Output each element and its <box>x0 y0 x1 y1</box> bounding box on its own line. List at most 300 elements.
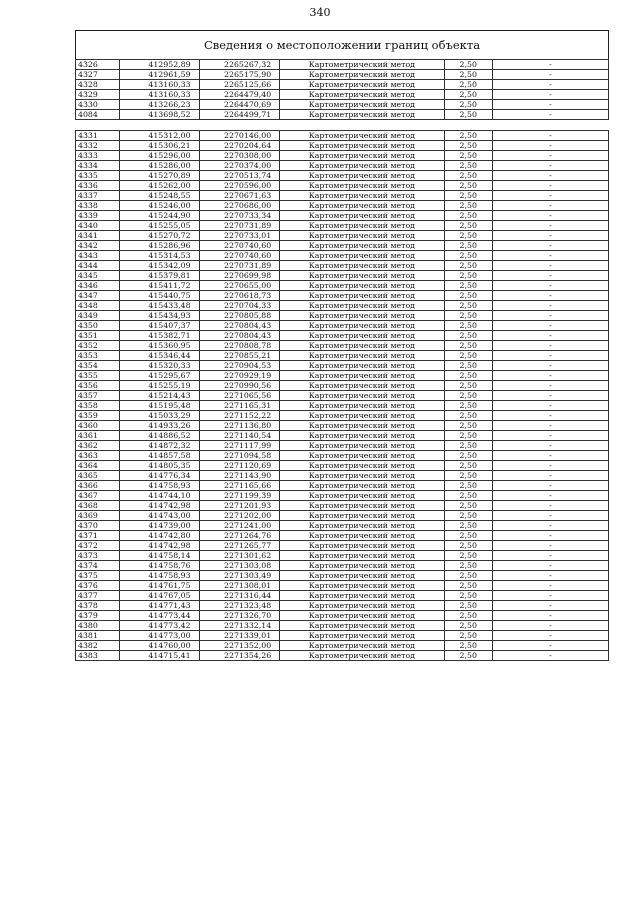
table-row <box>76 371 609 381</box>
accuracy-cell: 2,50 <box>444 501 492 511</box>
x-coordinate-cell: 415433,48 <box>120 301 200 311</box>
point-number-cell: 4365 <box>76 471 120 481</box>
point-number-cell: 4347 <box>76 291 120 301</box>
x-coordinate-cell: 414758,14 <box>120 551 200 561</box>
method-cell: Картометрический метод <box>280 341 444 351</box>
accuracy-cell: 2,50 <box>444 431 492 441</box>
method-cell: Картометрический метод <box>280 421 444 431</box>
description-cell: - <box>492 321 608 331</box>
point-number-cell: 4346 <box>76 281 120 291</box>
table-row <box>76 291 609 301</box>
y-coordinate-cell: 2271303,49 <box>199 571 280 581</box>
y-coordinate-cell: 2271339,01 <box>199 631 280 641</box>
accuracy-cell: 2,50 <box>444 531 492 541</box>
accuracy-cell: 2,50 <box>444 100 492 110</box>
point-number-cell: 4378 <box>76 601 120 611</box>
method-cell: Картометрический метод <box>280 110 444 120</box>
table-row <box>76 321 609 331</box>
point-number-cell: 4373 <box>76 551 120 561</box>
description-cell: - <box>492 291 608 301</box>
point-number-cell: 4351 <box>76 331 120 341</box>
description-cell: - <box>492 171 608 181</box>
y-coordinate-cell: 2271140,54 <box>199 431 280 441</box>
table-row <box>76 481 609 491</box>
point-number-cell: 4360 <box>76 421 120 431</box>
y-coordinate-cell: 2270686,00 <box>199 201 280 211</box>
point-number-cell: 4353 <box>76 351 120 361</box>
point-number-cell: 4337 <box>76 191 120 201</box>
accuracy-cell: 2,50 <box>444 241 492 251</box>
description-cell: - <box>492 161 608 171</box>
method-cell: Картометрический метод <box>280 60 444 70</box>
description-cell: - <box>492 100 608 110</box>
point-number-cell: 4327 <box>76 70 120 80</box>
description-cell: - <box>492 261 608 271</box>
description-cell: - <box>492 491 608 501</box>
x-coordinate-cell: 414742,98 <box>120 541 200 551</box>
accuracy-cell: 2,50 <box>444 391 492 401</box>
accuracy-cell: 2,50 <box>444 341 492 351</box>
y-coordinate-cell: 2271136,80 <box>199 421 280 431</box>
method-cell: Картометрический метод <box>280 90 444 100</box>
method-cell: Картометрический метод <box>280 501 444 511</box>
point-number-cell: 4377 <box>76 591 120 601</box>
point-number-cell: 4382 <box>76 641 120 651</box>
description-cell: - <box>492 421 608 431</box>
point-number-cell: 4338 <box>76 201 120 211</box>
description-cell: - <box>492 451 608 461</box>
description-cell: - <box>492 531 608 541</box>
y-coordinate-cell: 2265125,66 <box>199 80 280 90</box>
method-cell: Картометрический метод <box>280 281 444 291</box>
y-coordinate-cell: 2270513,74 <box>199 171 280 181</box>
method-cell: Картометрический метод <box>280 471 444 481</box>
table-row <box>76 511 609 521</box>
table-row <box>76 631 609 641</box>
description-cell: - <box>492 571 608 581</box>
table-row <box>76 100 609 110</box>
point-number-cell: 4381 <box>76 631 120 641</box>
y-coordinate-cell: 2270804,43 <box>199 321 280 331</box>
x-coordinate-cell: 415295,67 <box>120 371 200 381</box>
y-coordinate-cell: 2271241,00 <box>199 521 280 531</box>
point-number-cell: 4332 <box>76 141 120 151</box>
description-cell: - <box>492 301 608 311</box>
description-cell: - <box>492 371 608 381</box>
method-cell: Картометрический метод <box>280 291 444 301</box>
table-row <box>76 301 609 311</box>
point-number-cell: 4370 <box>76 521 120 531</box>
description-cell: - <box>492 311 608 321</box>
method-cell: Картометрический метод <box>280 191 444 201</box>
method-cell: Картометрический метод <box>280 651 444 661</box>
accuracy-cell: 2,50 <box>444 381 492 391</box>
y-coordinate-cell: 2271316,44 <box>199 591 280 601</box>
description-cell: - <box>492 191 608 201</box>
description-cell: - <box>492 141 608 151</box>
table-row <box>76 90 609 100</box>
point-number-cell: 4335 <box>76 171 120 181</box>
table-row <box>76 261 609 271</box>
x-coordinate-cell: 415214,43 <box>120 391 200 401</box>
table-row <box>76 151 609 161</box>
y-coordinate-cell: 2270855,21 <box>199 351 280 361</box>
table-row <box>76 561 609 571</box>
table-row <box>76 161 609 171</box>
accuracy-cell: 2,50 <box>444 371 492 381</box>
method-cell: Картометрический метод <box>280 371 444 381</box>
accuracy-cell: 2,50 <box>444 271 492 281</box>
table-row <box>76 141 609 151</box>
point-number-cell: 4371 <box>76 531 120 541</box>
method-cell: Картометрический метод <box>280 211 444 221</box>
method-cell: Картометрический метод <box>280 271 444 281</box>
accuracy-cell: 2,50 <box>444 591 492 601</box>
x-coordinate-cell: 414872,32 <box>120 441 200 451</box>
description-cell: - <box>492 611 608 621</box>
y-coordinate-cell: 2271352,00 <box>199 641 280 651</box>
point-number-cell: 4367 <box>76 491 120 501</box>
accuracy-cell: 2,50 <box>444 481 492 491</box>
table-row <box>76 351 609 361</box>
accuracy-cell: 2,50 <box>444 181 492 191</box>
y-coordinate-cell: 2271264,76 <box>199 531 280 541</box>
x-coordinate-cell: 415440,75 <box>120 291 200 301</box>
table-row <box>76 471 609 481</box>
table-row <box>76 231 609 241</box>
x-coordinate-cell: 415320,33 <box>120 361 200 371</box>
accuracy-cell: 2,50 <box>444 611 492 621</box>
method-cell: Картометрический метод <box>280 80 444 90</box>
x-coordinate-cell: 414773,44 <box>120 611 200 621</box>
method-cell: Картометрический метод <box>280 551 444 561</box>
method-cell: Картометрический метод <box>280 241 444 251</box>
description-cell: - <box>492 361 608 371</box>
method-cell: Картометрический метод <box>280 181 444 191</box>
accuracy-cell: 2,50 <box>444 201 492 211</box>
point-number-cell: 4334 <box>76 161 120 171</box>
method-cell: Картометрический метод <box>280 201 444 211</box>
point-number-cell: 4376 <box>76 581 120 591</box>
y-coordinate-cell: 2270146,00 <box>199 131 280 141</box>
table-row <box>76 601 609 611</box>
x-coordinate-cell: 415286,00 <box>120 161 200 171</box>
description-cell: - <box>492 561 608 571</box>
table-row <box>76 411 609 421</box>
y-coordinate-cell: 2270618,73 <box>199 291 280 301</box>
method-cell: Картометрический метод <box>280 311 444 321</box>
x-coordinate-cell: 413160,33 <box>120 80 200 90</box>
table-row <box>76 541 609 551</box>
y-coordinate-cell: 2270733,01 <box>199 231 280 241</box>
x-coordinate-cell: 415411,72 <box>120 281 200 291</box>
table-row <box>76 581 609 591</box>
method-cell: Картометрический метод <box>280 70 444 80</box>
x-coordinate-cell: 414742,80 <box>120 531 200 541</box>
description-cell: - <box>492 621 608 631</box>
method-cell: Картометрический метод <box>280 100 444 110</box>
method-cell: Картометрический метод <box>280 151 444 161</box>
table-row <box>76 171 609 181</box>
x-coordinate-cell: 415033,29 <box>120 411 200 421</box>
x-coordinate-cell: 413698,52 <box>120 110 200 120</box>
point-number-cell: 4344 <box>76 261 120 271</box>
description-cell: - <box>492 641 608 651</box>
x-coordinate-cell: 415379,81 <box>120 271 200 281</box>
description-cell: - <box>492 461 608 471</box>
description-cell: - <box>492 221 608 231</box>
y-coordinate-cell: 2271303,08 <box>199 561 280 571</box>
method-cell: Картометрический метод <box>280 531 444 541</box>
table-row <box>76 211 609 221</box>
accuracy-cell: 2,50 <box>444 211 492 221</box>
y-coordinate-cell: 2270655,00 <box>199 281 280 291</box>
description-cell: - <box>492 351 608 361</box>
method-cell: Картометрический метод <box>280 441 444 451</box>
x-coordinate-cell: 414773,00 <box>120 631 200 641</box>
y-coordinate-cell: 2270804,43 <box>199 331 280 341</box>
y-coordinate-cell: 2270374,00 <box>199 161 280 171</box>
point-number-cell: 4349 <box>76 311 120 321</box>
table-row <box>76 221 609 231</box>
description-cell: - <box>492 401 608 411</box>
table-row <box>76 110 609 120</box>
table-row <box>76 651 609 661</box>
x-coordinate-cell: 414805,35 <box>120 461 200 471</box>
table-row <box>76 251 609 261</box>
description-cell: - <box>492 391 608 401</box>
y-coordinate-cell: 2270740,60 <box>199 251 280 261</box>
method-cell: Картометрический метод <box>280 451 444 461</box>
point-number-cell: 4084 <box>76 110 120 120</box>
method-cell: Картометрический метод <box>280 521 444 531</box>
y-coordinate-cell: 2264499,71 <box>199 110 280 120</box>
y-coordinate-cell: 2271143,90 <box>199 471 280 481</box>
accuracy-cell: 2,50 <box>444 331 492 341</box>
point-number-cell: 4356 <box>76 381 120 391</box>
accuracy-cell: 2,50 <box>444 151 492 161</box>
description-cell: - <box>492 581 608 591</box>
description-cell: - <box>492 381 608 391</box>
x-coordinate-cell: 414742,98 <box>120 501 200 511</box>
y-coordinate-cell: 2271265,77 <box>199 541 280 551</box>
method-cell: Картометрический метод <box>280 601 444 611</box>
method-cell: Картометрический метод <box>280 391 444 401</box>
table-row <box>76 491 609 501</box>
table-row <box>76 80 609 90</box>
x-coordinate-cell: 415382,71 <box>120 331 200 341</box>
x-coordinate-cell: 414857,58 <box>120 451 200 461</box>
accuracy-cell: 2,50 <box>444 60 492 70</box>
description-cell: - <box>492 441 608 451</box>
y-coordinate-cell: 2271094,58 <box>199 451 280 461</box>
accuracy-cell: 2,50 <box>444 401 492 411</box>
coordinates-table-body <box>76 60 609 661</box>
method-cell: Картометрический метод <box>280 481 444 491</box>
description-cell: - <box>492 341 608 351</box>
accuracy-cell: 2,50 <box>444 231 492 241</box>
x-coordinate-cell: 414771,43 <box>120 601 200 611</box>
point-number-cell: 4326 <box>76 60 120 70</box>
x-coordinate-cell: 415434,93 <box>120 311 200 321</box>
point-number-cell: 4345 <box>76 271 120 281</box>
y-coordinate-cell: 2264479,40 <box>199 90 280 100</box>
accuracy-cell: 2,50 <box>444 110 492 120</box>
accuracy-cell: 2,50 <box>444 261 492 271</box>
y-coordinate-cell: 2270731,89 <box>199 261 280 271</box>
y-coordinate-cell: 2270204,64 <box>199 141 280 151</box>
x-coordinate-cell: 412952,89 <box>120 60 200 70</box>
table-row <box>76 241 609 251</box>
table-row <box>76 191 609 201</box>
accuracy-cell: 2,50 <box>444 541 492 551</box>
method-cell: Картометрический метод <box>280 141 444 151</box>
table-row <box>76 271 609 281</box>
description-cell: - <box>492 521 608 531</box>
table-row <box>76 421 609 431</box>
x-coordinate-cell: 414758,76 <box>120 561 200 571</box>
y-coordinate-cell: 2270929,19 <box>199 371 280 381</box>
table-row <box>76 201 609 211</box>
method-cell: Картометрический метод <box>280 571 444 581</box>
point-number-cell: 4331 <box>76 131 120 141</box>
x-coordinate-cell: 414758,93 <box>120 571 200 581</box>
method-cell: Картометрический метод <box>280 411 444 421</box>
method-cell: Картометрический метод <box>280 261 444 271</box>
description-cell: - <box>492 631 608 641</box>
description-cell: - <box>492 431 608 441</box>
accuracy-cell: 2,50 <box>444 491 492 501</box>
description-cell: - <box>492 511 608 521</box>
method-cell: Картометрический метод <box>280 541 444 551</box>
description-cell: - <box>492 271 608 281</box>
x-coordinate-cell: 415262,00 <box>120 181 200 191</box>
y-coordinate-cell: 2271199,39 <box>199 491 280 501</box>
x-coordinate-cell: 415312,00 <box>120 131 200 141</box>
y-coordinate-cell: 2271165,31 <box>199 401 280 411</box>
y-coordinate-cell: 2271326,70 <box>199 611 280 621</box>
description-cell: - <box>492 411 608 421</box>
table-row <box>76 551 609 561</box>
description-cell: - <box>492 211 608 221</box>
accuracy-cell: 2,50 <box>444 631 492 641</box>
description-cell: - <box>492 251 608 261</box>
table-row <box>76 521 609 531</box>
y-coordinate-cell: 2264470,69 <box>199 100 280 110</box>
x-coordinate-cell: 414767,05 <box>120 591 200 601</box>
y-coordinate-cell: 2270308,00 <box>199 151 280 161</box>
accuracy-cell: 2,50 <box>444 471 492 481</box>
point-number-cell: 4362 <box>76 441 120 451</box>
x-coordinate-cell: 414776,34 <box>120 471 200 481</box>
point-number-cell: 4366 <box>76 481 120 491</box>
accuracy-cell: 2,50 <box>444 461 492 471</box>
method-cell: Картометрический метод <box>280 381 444 391</box>
point-number-cell: 4348 <box>76 301 120 311</box>
x-coordinate-cell: 414715,41 <box>120 651 200 661</box>
description-cell: - <box>492 591 608 601</box>
x-coordinate-cell: 415270,89 <box>120 171 200 181</box>
x-coordinate-cell: 414886,52 <box>120 431 200 441</box>
point-number-cell: 4341 <box>76 231 120 241</box>
y-coordinate-cell: 2270805,88 <box>199 311 280 321</box>
table-row <box>76 381 609 391</box>
x-coordinate-cell: 415270,72 <box>120 231 200 241</box>
y-coordinate-cell: 2271120,69 <box>199 461 280 471</box>
table-row <box>76 531 609 541</box>
point-number-cell: 4383 <box>76 651 120 661</box>
table-row <box>76 281 609 291</box>
accuracy-cell: 2,50 <box>444 161 492 171</box>
point-number-cell: 4358 <box>76 401 120 411</box>
description-cell: - <box>492 151 608 161</box>
point-number-cell: 4355 <box>76 371 120 381</box>
y-coordinate-cell: 2270704,33 <box>199 301 280 311</box>
x-coordinate-cell: 415346,44 <box>120 351 200 361</box>
accuracy-cell: 2,50 <box>444 70 492 80</box>
accuracy-cell: 2,50 <box>444 561 492 571</box>
x-coordinate-cell: 412961,59 <box>120 70 200 80</box>
point-number-cell: 4374 <box>76 561 120 571</box>
x-coordinate-cell: 414933,26 <box>120 421 200 431</box>
x-coordinate-cell: 415248,55 <box>120 191 200 201</box>
description-cell: - <box>492 60 608 70</box>
description-cell: - <box>492 80 608 90</box>
table-row <box>76 311 609 321</box>
point-number-cell: 4350 <box>76 321 120 331</box>
x-coordinate-cell: 414744,10 <box>120 491 200 501</box>
y-coordinate-cell: 2265175,90 <box>199 70 280 80</box>
table-row <box>76 621 609 631</box>
accuracy-cell: 2,50 <box>444 571 492 581</box>
point-number-cell: 4364 <box>76 461 120 471</box>
point-number-cell: 4369 <box>76 511 120 521</box>
x-coordinate-cell: 414758,93 <box>120 481 200 491</box>
description-cell: - <box>492 110 608 120</box>
description-cell: - <box>492 231 608 241</box>
x-coordinate-cell: 415195,48 <box>120 401 200 411</box>
page-number: 340 <box>309 6 331 19</box>
description-cell: - <box>492 281 608 291</box>
description-cell: - <box>492 181 608 191</box>
x-coordinate-cell: 415255,19 <box>120 381 200 391</box>
point-number-cell: 4354 <box>76 361 120 371</box>
x-coordinate-cell: 414739,00 <box>120 521 200 531</box>
y-coordinate-cell: 2271152,22 <box>199 411 280 421</box>
table-row <box>76 60 609 70</box>
x-coordinate-cell: 415360,95 <box>120 341 200 351</box>
accuracy-cell: 2,50 <box>444 621 492 631</box>
method-cell: Картометрический метод <box>280 331 444 341</box>
section-gap-cell <box>76 120 609 131</box>
y-coordinate-cell: 2271065,56 <box>199 391 280 401</box>
point-number-cell: 4357 <box>76 391 120 401</box>
accuracy-cell: 2,50 <box>444 301 492 311</box>
accuracy-cell: 2,50 <box>444 641 492 651</box>
description-cell: - <box>492 551 608 561</box>
table-row <box>76 431 609 441</box>
x-coordinate-cell: 415246,00 <box>120 201 200 211</box>
method-cell: Картометрический метод <box>280 561 444 571</box>
x-coordinate-cell: 415342,09 <box>120 261 200 271</box>
accuracy-cell: 2,50 <box>444 581 492 591</box>
point-number-cell: 4339 <box>76 211 120 221</box>
x-coordinate-cell: 414761,75 <box>120 581 200 591</box>
accuracy-cell: 2,50 <box>444 441 492 451</box>
y-coordinate-cell: 2271201,93 <box>199 501 280 511</box>
y-coordinate-cell: 2270699,98 <box>199 271 280 281</box>
point-number-cell: 4372 <box>76 541 120 551</box>
